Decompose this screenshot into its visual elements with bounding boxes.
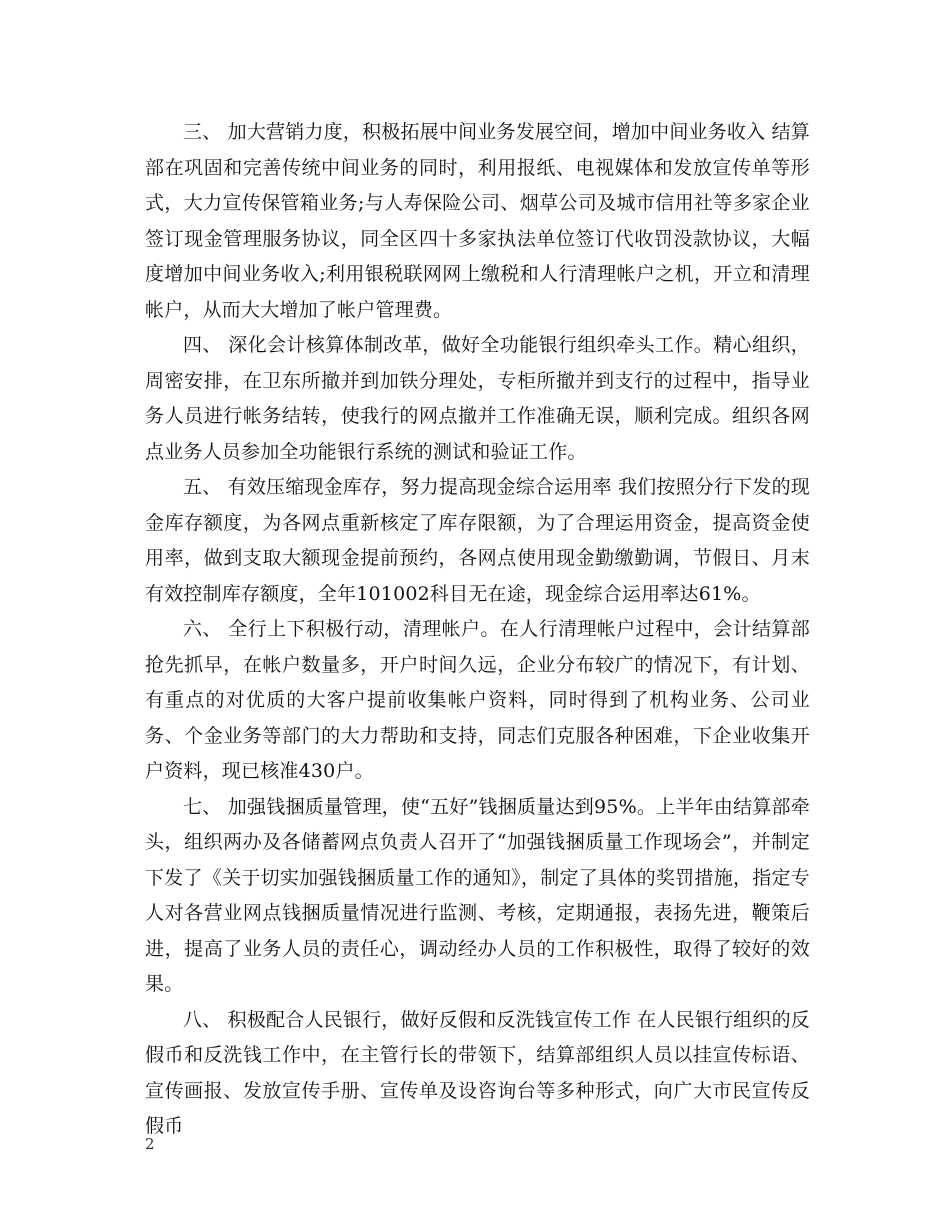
page-number: 2 [145, 1135, 155, 1153]
paragraph-section-3: 三、 加大营销力度，积极拓展中间业务发展空间，增加中间业务收入 结算部在巩固和完善传统中间业务的同时，利用报纸、电视媒体和发放宣传单等形式，大力宣传保管箱业务;与人寿保险公司、烟草公司及城市信用社等多家企业签订现金管理服务协议，同全区四十多家执法单位签订代收罚没款协议，大幅度增加中间业务收入;利用银税联网网上缴税和人行清理帐户之机，开立和清理帐户，从而大大增加了帐户管理费。 [145, 121, 810, 321]
document-body [145, 115, 810, 1145]
paragraph-section-6: 六、 全行上下积极行动，清理帐户。在人行清理帐户过程中，会计结算部抢先抓早，在帐户数量多，开户时间久远，企业分布较广的情况下，有计划、有重点的对优质的大客户提前收集帐户资料，同时得到了机构业务、公司业务、个金业务等部门的大力帮助和支持，同志们克服各种困难，下企业收集开户资料，现已核准430户。 [145, 618, 810, 782]
paragraph-section-8: 八、 积极配合人民银行，做好反假和反洗钱宣传工作 在人民银行组织的反假币和反洗钱工作中，在主管行长的带领下，结算部组织人员以挂宣传标语、宣传画报、发放宣传手册、宣传单及设咨询台等多种形式，向广大市民宣传反假币 [145, 1008, 810, 1137]
paragraph-section-4: 四、 深化会计核算体制改革，做好全功能银行组织牵头工作。精心组织，周密安排，在卫东所撤并到加铁分理处，专柜所撤并到支行的过程中，指导业务人员进行帐务结转，使我行的网点撤并工作准确无误，顺利完成。组织各网点业务人员参加全功能银行系统的测试和验证工作。 [145, 334, 810, 463]
paragraph-section-5: 五、 有效压缩现金库存，努力提高现金综合运用率 我们按照分行下发的现金库存额度，为各网点重新核定了库存限额，为了合理运用资金，提高资金使用率，做到支取大额现金提前预约，各网点使用现金勤缴勤调，节假日、月末有效控制库存额度，全年101002科目无在途，现金综合运用率达61%。 [145, 476, 810, 605]
paragraph-section-7: 七、 加强钱捆质量管理，使“五好”钱捆质量达到95%。上半年由结算部牵头，组织两办及各储蓄网点负责人召开了“加强钱捆质量工作现场会”，并制定下发了《关于切实加强钱捆质量工作的通知》，制定了具体的奖罚措施，指定专人对各营业网点钱捆质量情况进行监测、考核，定期通报，表扬先进，鞭策后进，提高了业务人员的责任心，调动经办人员的工作积极性，取得了较好的效果。 [145, 795, 810, 995]
